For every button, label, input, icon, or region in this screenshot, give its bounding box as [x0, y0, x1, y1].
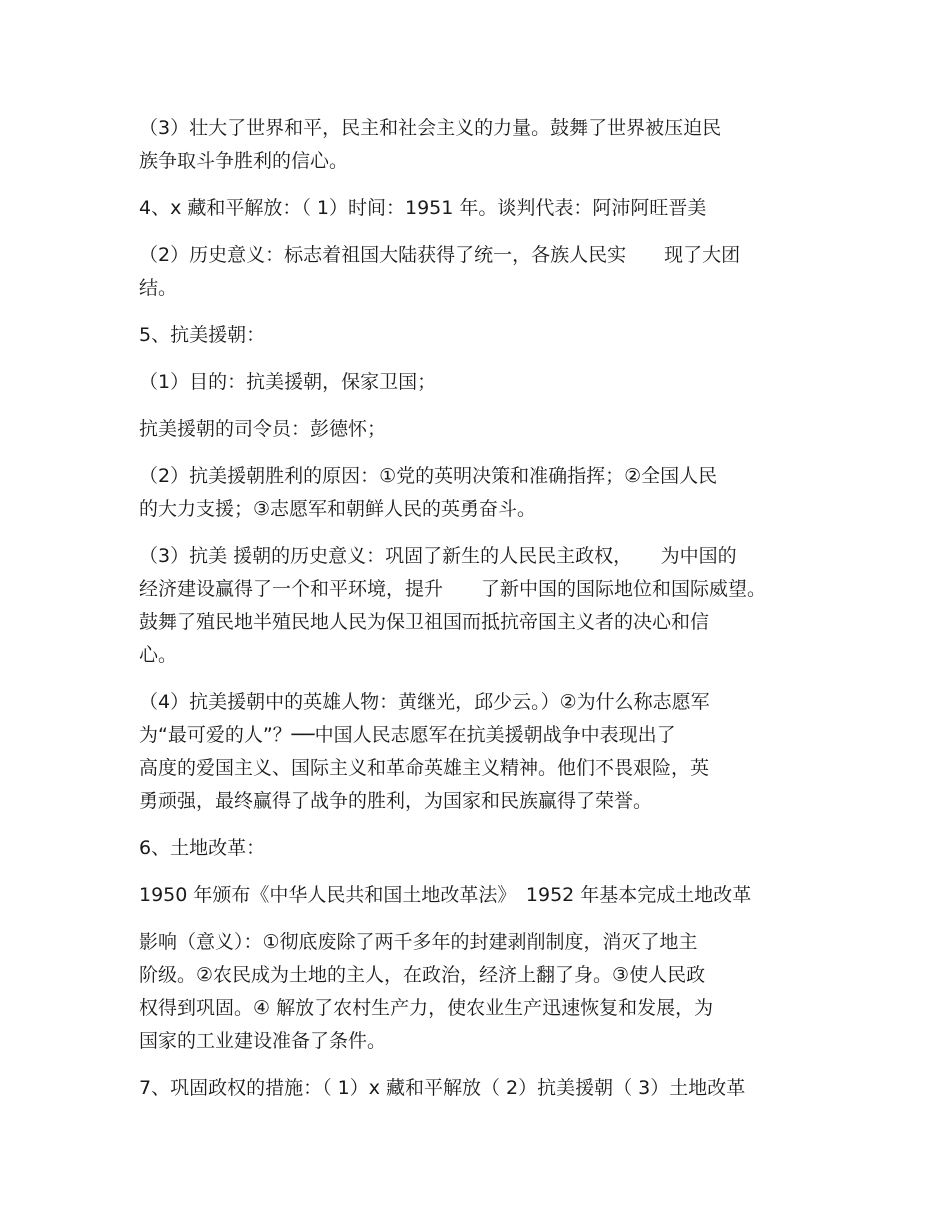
text-line: 阶级。②农民成为土地的主人，在政治，经济上翻了身。③使人民政 — [139, 964, 706, 986]
paragraph-13 — [139, 1072, 819, 1105]
text-line: 结。 — [139, 277, 178, 299]
text-line: 权得到巩固。④ 解放了农村生产力，使农业生产迅速恢复和发展，为 — [139, 997, 714, 1019]
section-heading: 5、抗美援朝： — [139, 324, 266, 346]
text-line: （2）历史意义：标志着祖国大陆获得了统一，各族人民实 现了大团 — [139, 244, 741, 266]
text-line: 勇顽强，最终赢得了战争的胜利，为国家和民族赢得了荣誉。 — [139, 790, 653, 812]
paragraph-4 — [139, 319, 819, 352]
text-line: 经济建设赢得了一个和平环境，提升 了新中国的国际地位和国际威望。 — [139, 578, 767, 600]
paragraph-12 — [139, 926, 819, 1058]
text-line: 鼓舞了殖民地半殖民地人民为保卫祖国而抵抗帝国主义者的决心和信 — [139, 611, 710, 633]
text-line: 心。 — [139, 644, 178, 666]
paragraph-10 — [139, 832, 819, 865]
text-line: 7、巩固政权的措施：（ 1）x 藏和平解放（ 2）抗美援朝（ 3）土地改革 — [139, 1077, 746, 1099]
paragraph-3 — [139, 239, 819, 305]
paragraph-8 — [139, 540, 819, 672]
paragraph-5 — [139, 366, 819, 399]
paragraph-2 — [139, 192, 819, 225]
text-line: 的大力支援；③志愿军和朝鲜人民的英勇奋斗。 — [139, 498, 537, 520]
section-heading: 6、土地改革： — [139, 837, 266, 859]
document-page — [139, 112, 819, 1119]
text-line: 高度的爱国主义、国际主义和革命英雄主义精神。他们不畏艰险，英 — [139, 757, 710, 779]
text-line: 抗美援朝的司令员：彭德怀； — [139, 418, 387, 440]
text-line: （2）抗美援朝胜利的原因：①党的英明决策和准确指挥；②全国人民 — [139, 465, 718, 487]
paragraph-1 — [139, 112, 819, 178]
text-line: 影响（意义）：①彻底废除了两千多年的封建剥削制度，消灭了地主 — [139, 931, 698, 953]
text-line: （3）壮大了世界和平，民主和社会主义的力量。鼓舞了世界被压迫民 — [139, 117, 722, 139]
text-line: （3）抗美 援朝的历史意义：巩固了新生的人民民主政权， 为中国的 — [139, 545, 737, 567]
text-line: 族争取斗争胜利的信心。 — [139, 150, 349, 172]
paragraph-7 — [139, 460, 819, 526]
text-line: （4）抗美援朝中的英雄人物：黄继光，邱少云。）②为什么称志愿军 — [139, 691, 710, 713]
text-line: 国家的工业建设准备了条件。 — [139, 1030, 387, 1052]
paragraph-9 — [139, 686, 819, 818]
text-line: 4、x 藏和平解放：（ 1）时间：1951 年。谈判代表：阿沛阿旺晋美 — [139, 197, 707, 219]
text-line: 1950 年颁布《中华人民共和国土地改革法》 1952 年基本完成土地改革 — [139, 884, 752, 906]
paragraph-6 — [139, 413, 819, 446]
text-line: 为“最可爱的人”？──中国人民志愿军在抗美援朝战争中表现出了 — [139, 724, 676, 746]
paragraph-11 — [139, 879, 819, 912]
text-line: （1）目的：抗美援朝，保家卫国； — [139, 371, 437, 393]
